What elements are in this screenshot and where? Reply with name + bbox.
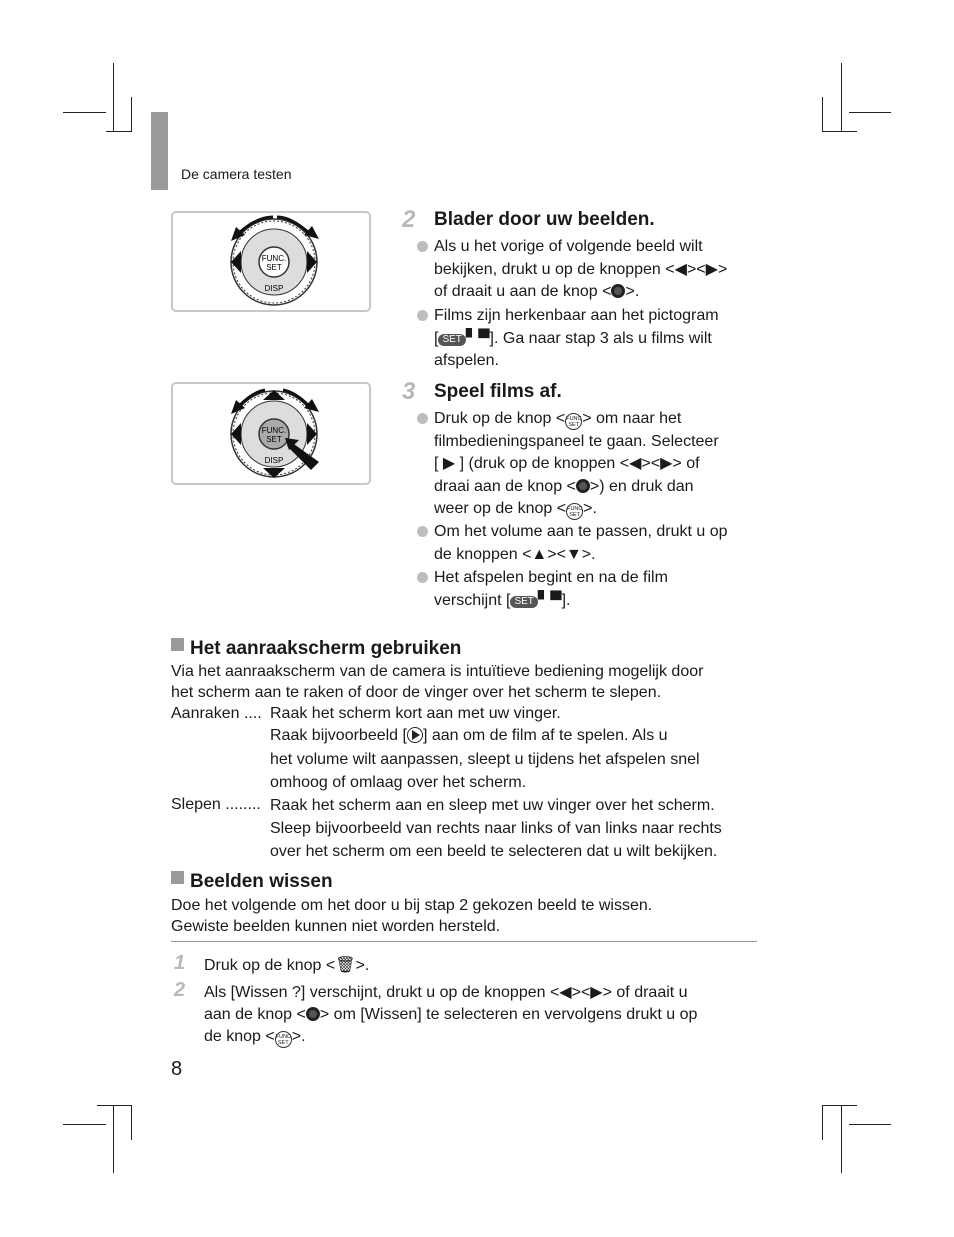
trash-icon: 🗑 xyxy=(335,957,356,974)
dial-illustration-press xyxy=(171,382,371,485)
play-circle-icon xyxy=(407,727,423,743)
bullet-dot xyxy=(417,310,428,321)
func-label: FUNC. xyxy=(261,426,287,435)
crop-mark xyxy=(822,97,823,132)
term-drag: Slepen ........ xyxy=(171,796,261,813)
dial-illustration-rotate xyxy=(171,211,371,312)
crop-mark xyxy=(841,63,842,131)
crop-mark xyxy=(131,97,132,132)
section-intro: Via het aanraakscherm van de camera is intuïtieve bediening mogelijk door het scherm aan te raken of door de vinger over het scherm te slepen. xyxy=(171,663,704,701)
crop-mark xyxy=(849,1124,891,1125)
right-arrow-icon: ▶ xyxy=(660,455,673,472)
bullet-text: Om het volume aan te passen, drukt u op de knoppen <▲><▼>. xyxy=(434,523,728,563)
crop-mark xyxy=(113,1105,114,1173)
right-arrow-icon: ▶ xyxy=(590,984,603,1001)
play-icon: ▶ xyxy=(442,455,456,472)
func-set-icon: FUNC SET xyxy=(275,1031,292,1048)
step-title: Blader door uw beelden. xyxy=(434,209,655,230)
control-dial-icon xyxy=(576,479,590,493)
left-arrow-icon: ◀ xyxy=(674,260,687,278)
set-badge-icon: SET xyxy=(510,596,537,608)
control-dial-icon xyxy=(306,1007,320,1021)
page-number: 8 xyxy=(171,1058,183,1080)
crop-mark xyxy=(113,63,114,131)
crop-mark xyxy=(131,1105,132,1140)
bullet-dot xyxy=(417,572,428,583)
right-arrow-icon: ▶ xyxy=(705,260,718,278)
bullet-dot xyxy=(417,526,428,537)
set-badge-icon: SET xyxy=(438,334,465,346)
crop-mark xyxy=(106,131,132,132)
up-arrow-icon: ▲ xyxy=(531,545,548,563)
crop-mark xyxy=(63,112,106,113)
control-dial-icon xyxy=(611,284,625,298)
heading-square-icon xyxy=(171,638,184,651)
term-drag-definition: Raak het scherm aan en sleep met uw vinger over het scherm. Sleep bijvoorbeeld van rechts naar links of van links naar rechts over het scherm om een beeld te selecteren dat u wilt bekijken. xyxy=(270,797,722,860)
term-tap-definition: Raak het scherm kort aan met uw vinger. Raak bijvoorbeeld [ ] aan om de film af te spelen. Als u het volume wilt aanpassen, sleept u tijdens het afspelen snel omhoog of omlaag over het scherm. xyxy=(270,705,700,791)
bullet-text: Het afspelen begint en na de film verschijnt [ SET ▘▀]. xyxy=(434,569,668,609)
crop-mark xyxy=(822,131,857,132)
term-tap: Aanraken .... xyxy=(171,705,262,722)
left-arrow-icon: ◀ xyxy=(559,984,572,1001)
bullet-dot xyxy=(417,413,428,424)
crop-mark xyxy=(849,112,891,113)
crop-mark xyxy=(822,1105,857,1106)
crop-mark xyxy=(841,1105,842,1173)
movie-icon: ▘▀ xyxy=(537,591,562,609)
bullet-text: Druk op de knop <FUNC SET > om naar het filmbedieningspaneel te gaan. Selecteer [ ▶ ] (druk op de knoppen <◀><▶> of draai aan de knop < >) en druk dan weer op de knop <FUNC SET >. xyxy=(434,410,719,518)
bullet-text: Als u het vorige of volgende beeld wilt bekijken, drukt u op de knoppen <◀><▶> of draait u aan de knop < >. xyxy=(434,238,728,300)
heading-square-icon xyxy=(171,871,184,884)
set-label: SET xyxy=(266,263,282,272)
section-tab xyxy=(151,112,168,190)
divider xyxy=(171,941,757,942)
section-heading: Het aanraakscherm gebruiken xyxy=(171,638,461,660)
disp-label: DISP xyxy=(264,284,284,293)
step-text: Als [Wissen ?] verschijnt, drukt u op de knoppen <◀><▶> of draait u aan de knop < > om [Wissen] te selecteren en vervolgens drukt u op de knop <FUNC SET >. xyxy=(204,984,698,1046)
section-intro: Doe het volgende om het door u bij stap 2 gekozen beeld te wissen. Gewiste beelden kunnen niet worden hersteld. xyxy=(171,897,653,935)
movie-icon: ▘▀ xyxy=(465,329,490,347)
step-text: Druk op de knop <🗑>. xyxy=(204,957,370,974)
step-number: 1 xyxy=(174,952,186,974)
section-label: De camera testen xyxy=(181,166,292,182)
down-arrow-icon: ▼ xyxy=(565,545,582,563)
func-set-icon: FUNC SET xyxy=(565,413,582,430)
step-number: 3 xyxy=(402,378,416,405)
crop-mark xyxy=(63,1124,106,1125)
set-label: SET xyxy=(266,435,282,444)
step-title: Speel films af. xyxy=(434,381,562,402)
bullet-text: Films zijn herkenbaar aan het pictogram [ SET ▘▀]. Ga naar stap 3 als u films wilt afspelen. xyxy=(434,307,719,369)
func-set-icon: FUNC SET xyxy=(566,503,583,520)
step-number: 2 xyxy=(174,979,186,1001)
disp-label: DISP xyxy=(264,456,284,465)
crop-mark xyxy=(822,1105,823,1140)
func-label: FUNC. xyxy=(261,254,287,263)
left-arrow-icon: ◀ xyxy=(629,455,642,472)
section-heading: Beelden wissen xyxy=(171,871,333,893)
crop-mark xyxy=(97,1105,132,1106)
step-number: 2 xyxy=(402,206,416,233)
bullet-dot xyxy=(417,241,428,252)
